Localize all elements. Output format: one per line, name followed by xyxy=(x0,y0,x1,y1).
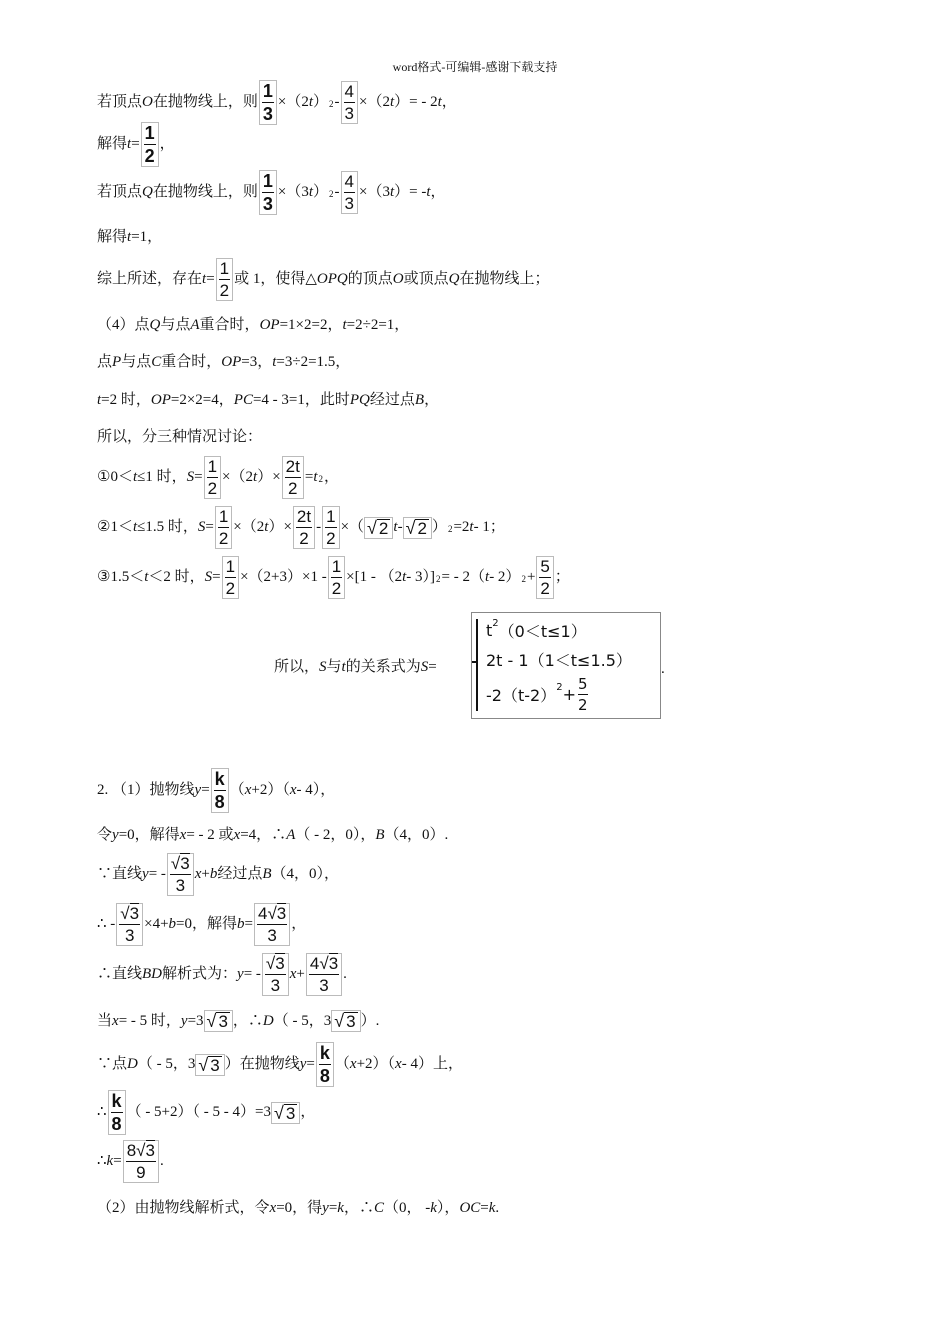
fraction: 2t 2 xyxy=(282,456,304,499)
fraction: k 8 xyxy=(211,768,229,813)
fraction: 4√3 3 xyxy=(306,953,342,996)
solution-line: 2. （1）抛物线 y = k 8 （ x +2）（ x - 4）， xyxy=(97,769,336,812)
fraction: 4 3 xyxy=(341,171,358,214)
fraction: 1 3 xyxy=(259,170,277,215)
piece-case: t 2 （0＜t≤1） xyxy=(486,618,587,641)
solution-line: ∴ k 8 （ - 5+2）（ - 5 - 4）=3 √ 3 ， xyxy=(97,1091,316,1134)
fraction: √3 3 xyxy=(167,853,194,896)
solution-line: ∵点 D （ - 5，3 √ 3 ）在抛物线 y = k 8 （ x +2）（ x - 4）上， xyxy=(97,1043,463,1086)
page-header: word格式-可编辑-感谢下载支持 xyxy=(392,60,558,74)
fraction: 4√3 3 xyxy=(254,903,290,946)
fraction: k 8 xyxy=(316,1042,334,1087)
fraction: 5 2 xyxy=(536,556,553,599)
fraction: 1 2 xyxy=(322,506,339,549)
fraction: 2t 2 xyxy=(293,506,315,549)
fraction: 1 2 xyxy=(204,456,221,499)
fraction: 1 3 xyxy=(259,80,277,125)
solution-line: 所以， S 与 t 的关系式为 S = xyxy=(274,659,437,675)
fraction: √3 3 xyxy=(262,953,289,996)
fraction: 8√3 9 xyxy=(123,1140,159,1183)
solution-line: （4）点 Q 与点 A 重合时， OP =1×2=2， t =2÷2=1， xyxy=(97,317,410,333)
solution-line: （2）由抛物线解析式，令 x =0，得 y = k ，∴ C （0， - k ）， OC = k . xyxy=(97,1200,500,1216)
solution-line: 所以，分三种情况讨论： xyxy=(97,429,263,445)
solution-line: 若顶点 O 在抛物线上，则 1 3 ×（2 t ） 2 - 4 3 ×（2 t ）= - 2 t ， xyxy=(97,81,457,124)
solution-line: t =2 时， OP =2×2=4， PC =4 - 3=1，此时 PQ 经过点 B ， xyxy=(97,392,440,408)
solution-line: 点 P 与点 C 重合时， OP =3， t =3÷2=1.5， xyxy=(97,354,351,370)
sqrt: √ 3 xyxy=(331,1010,360,1032)
sqrt: √ 3 xyxy=(204,1010,233,1032)
sqrt: √ 2 xyxy=(364,517,393,539)
piece-case: 2t - 1（1＜t≤1.5） xyxy=(486,651,632,670)
solution-line: ∴ k = 8√3 9 . xyxy=(97,1141,164,1182)
sqrt: √ 2 xyxy=(403,517,432,539)
brace xyxy=(476,619,484,711)
fraction: 1 2 xyxy=(222,556,239,599)
solution-line: 解得 t =1， xyxy=(97,229,163,245)
fraction: k 8 xyxy=(108,1090,126,1135)
fraction: 4 3 xyxy=(341,81,358,124)
period: . xyxy=(661,661,665,677)
sqrt: √ 3 xyxy=(271,1102,300,1124)
fraction: 1 2 xyxy=(216,258,233,301)
solution-line: 解得 t = 1 2 ， xyxy=(97,123,175,166)
solution-line: 当 x = - 5 时， y =3 √ 3 ，∴ D （ - 5，3 √ 3 ）. xyxy=(97,1011,380,1031)
piece-case: -2（t-2） 2 + 5 2 xyxy=(486,675,588,714)
solution-line: ③1.5＜ t ＜2 时， S = 1 2 ×（2+3）×1 - 1 2 ×[1 - （2 t - 3）] 2 = - 2（ t - 2） 2 + 5 2 ； xyxy=(97,557,570,598)
fraction: 1 2 xyxy=(215,506,232,549)
solution-line: 若顶点 Q 在抛物线上，则 1 3 ×（3 t ） 2 - 4 3 ×（3 t ）= - t ， xyxy=(97,171,446,214)
fraction: 1 2 xyxy=(328,556,345,599)
solution-line: 令 y =0，解得 x = - 2 或 x =4，∴ A （ - 2，0）， B （4，0）. xyxy=(97,827,449,843)
solution-line: ∴ - √3 3 ×4+ b =0，解得 b = 4√3 3 ， xyxy=(97,904,307,945)
solution-line: ∴直线 BD 解析式为： y = - √3 3 x + 4√3 3 . xyxy=(97,954,347,995)
fraction: 1 2 xyxy=(141,122,159,167)
solution-line: ∵直线 y = - √3 3 x + b 经过点 B （4，0）， xyxy=(97,854,340,895)
solution-line: ①0＜ t ≤1 时， S = 1 2 ×（2 t ）× 2t 2 = t 2 ， xyxy=(97,457,339,498)
piecewise-function xyxy=(471,612,661,719)
solution-line: ②1＜ t ≤1.5 时， S = 1 2 ×（2 t ）× 2t 2 - 1 2 ×（ √ 2 t - √ 2 ） 2 =2 t - 1； xyxy=(97,507,505,548)
fraction: √3 3 xyxy=(116,903,143,946)
sqrt: √ 3 xyxy=(195,1054,224,1076)
solution-line: 综上所述，存在 t = 1 2 或 1，使得△ OPQ 的顶点 O 或顶点 Q 在抛物线上； xyxy=(97,259,550,300)
